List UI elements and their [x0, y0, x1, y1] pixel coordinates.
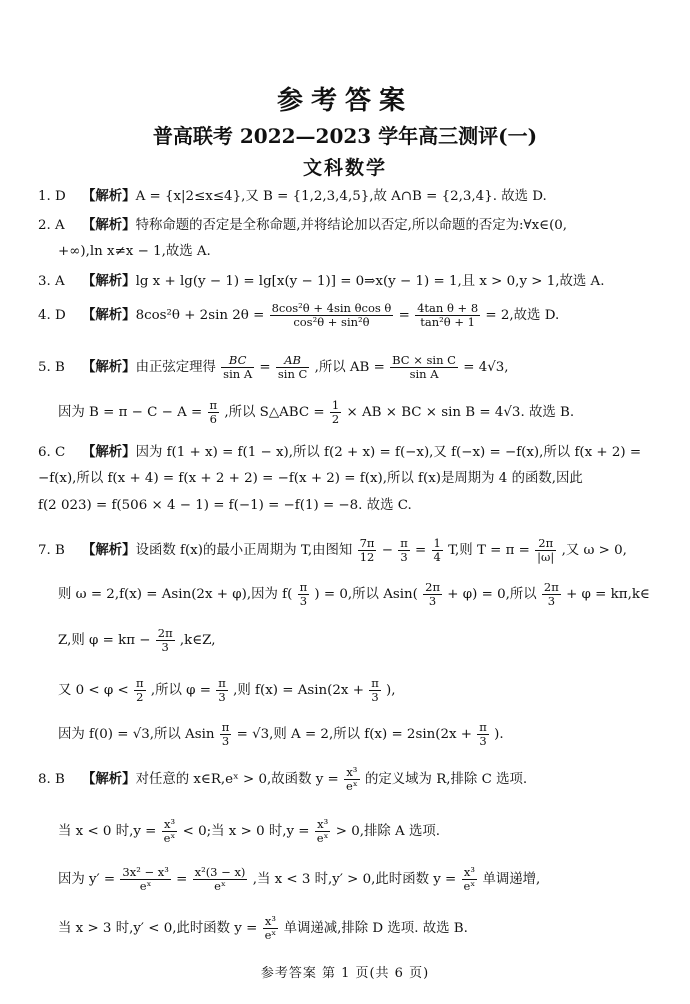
answer-7-cont: 又 0 < φ < $\frac{\pi}{2}$ ,所以 φ = $\frac{\pi}{3}$ ,则 f(x) = Asin(2x + $\frac{\pi}{3}$ ),	[58, 676, 396, 704]
answer-7-cont: 因为 f(0) = √3,所以 Asin $\frac{\pi}{3}$ = √3,则 A = 2,所以 f(x) = 2sin(2x + $\frac{\pi}{3}$ ).	[58, 720, 504, 748]
answer-8-cont: 当 x < 0 时,y = $\frac{\text{x³}}{\text{eˣ}}$ < 0;当 x > 0 时,y = $\frac{\text{x³}}{\text{eˣ}}$ > 0,排除 A 选项.	[58, 817, 441, 845]
fraction: $\frac{1}{4}$	[433, 536, 441, 564]
fraction: $\frac{\text{x³}}{\text{eˣ}}$	[264, 914, 277, 942]
subject-title: 文科数学	[302, 157, 387, 179]
answer-6-cont: −f(x),所以 f(x + 4) = f(x + 2 + 2) = −f(x + 2) = f(x),所以 f(x)是周期为 4 的函数,因此	[38, 471, 583, 486]
fraction: $\frac{\text{x³}}{\text{eˣ}}$	[463, 865, 476, 893]
fraction: $\frac{\pi}{3}$	[371, 676, 379, 704]
answer-4: 4. D 【解析】8cos²θ + 2sin 2θ = $\frac{\text{8cos²θ + 4sin θcos θ}}{\text{cos²θ + sin²θ}}$ = $\frac{\text{4tan θ + 8}}{\text{tan²θ + 1}}$ = 2,故选 D.	[38, 301, 560, 329]
page-footer: 参考答案 第 1 页(共 6 页)	[260, 966, 430, 981]
page-title: 参考答案	[276, 86, 413, 116]
answer-7-cont: 则 ω = 2,f(x) = Asin(2x + φ),因为 f( $\frac{\pi}{3}$ ) = 0,所以 Asin( $\frac{2\pi}{3}$ + φ) = 0,所以 $\frac{2\pi}{3}$ + φ = kπ,k∈	[58, 580, 650, 608]
fraction: $\frac{\pi}{2}$	[136, 676, 144, 704]
exam-subtitle: 普高联考 2022—2023 学年高三测评(一)	[152, 124, 538, 148]
fraction: $\frac{7\pi}{12}$	[359, 536, 375, 564]
answer-7-cont: Z,则 φ = kπ − $\frac{2\pi}{3}$ ,k∈Z,	[58, 626, 216, 654]
fraction: $\frac{\text{x³}}{\text{eˣ}}$	[163, 817, 176, 845]
answer-8-cont: 当 x > 3 时,y′ < 0,此时函数 y = $\frac{\text{x³}}{\text{eˣ}}$ 单调递减,排除 D 选项. 故选 B.	[58, 914, 468, 942]
answer-2: 2. A 【解析】特称命题的否定是全称命题,并将结论加以否定,所以命题的否定为:∀x∈(0,	[38, 217, 568, 233]
answer-7: 7. B 【解析】设函数 f(x)的最小正周期为 T,由图知 $\frac{7\pi}{12}$ − $\frac{\pi}{3}$ = $\frac{1}{4}$ T,则 T = π = $\frac{2\pi}{|\omega|}$ ,又 ω > 0,	[38, 536, 627, 564]
fraction: $\frac{\text{3x² − x³}}{\text{eˣ}}$	[122, 865, 169, 893]
fraction: $\frac{\text{4tan θ + 8}}{\text{tan²θ + 1}}$	[417, 301, 479, 329]
fraction: $\frac{\pi}{3}$	[221, 720, 230, 748]
fraction: $\frac{AB}{\text{sin C}}$	[277, 353, 308, 381]
fraction: $\frac{2\pi}{3}$	[157, 626, 173, 654]
answer-2-cont: +∞),ln x≠x − 1,故选 A.	[58, 244, 211, 259]
fraction: $\frac{\text{BC × sin C}}{\text{sin A}}$	[392, 353, 456, 381]
fraction: $\frac{\pi}{3}$	[479, 720, 487, 748]
answer-8-cont: 因为 y′ = $\frac{\text{3x² − x³}}{\text{eˣ}}$ = $\frac{\text{x²(3 − x)}}{\text{eˣ}}$ ,当 x < 3 时,y′ > 0,此时函数 y = $\frac{\text{x³}}{\text{eˣ}}$ 单调递增,	[58, 865, 541, 893]
fraction: $\frac{2\pi}{3}$	[543, 580, 559, 608]
answer-8: 8. B 【解析】对任意的 x∈R,eˣ > 0,故函数 y = $\frac{\text{x³}}{\text{eˣ}}$ 的定义域为 R,排除 C 选项.	[38, 765, 528, 793]
fraction: $\frac{\pi}{3}$	[299, 580, 308, 608]
fraction: $\frac{BC}{\text{sin A}}$	[223, 353, 253, 381]
fraction: $\frac{1}{2}$	[331, 398, 340, 426]
fraction: $\frac{\pi}{3}$	[400, 536, 408, 564]
answer-6-cont: f(2 023) = f(506 × 4 − 1) = f(−1) = −f(1) = −8. 故选 C.	[38, 498, 412, 513]
fraction: $\frac{2\pi}{3}$	[425, 580, 441, 608]
answer-5-cont: 因为 B = π − C − A = $\frac{\pi}{6}$ ,所以 S△ABC = $\frac{1}{2}$ × AB × BC × sin B = 4√3. 故选 B.	[58, 398, 575, 426]
answer-6: 6. C 【解析】因为 f(1 + x) = f(1 − x),所以 f(2 + x) = f(−x),又 f(−x) = −f(x),所以 f(x + 2) =	[38, 444, 642, 460]
fraction: $\frac{\pi}{3}$	[218, 676, 226, 704]
answer-3: 3. A 【解析】lg x + lg(y − 1) = lg[x(y − 1)] = 0⇒x(y − 1) = 1,且 x > 0,y > 1,故选 A.	[38, 273, 605, 289]
fraction: $\frac{\text{x²(3 − x)}}{\text{eˣ}}$	[194, 865, 246, 893]
fraction: $\frac{\pi}{6}$	[209, 398, 218, 426]
fraction: $\frac{\text{8cos²θ + 4sin θcos θ}}{\text{cos²θ + sin²θ}}$	[271, 301, 392, 329]
fraction: $\frac{2\pi}{|\omega|}$	[537, 536, 555, 564]
fraction: $\frac{\text{x³}}{\text{eˣ}}$	[346, 765, 358, 793]
answer-5: 5. B 【解析】由正弦定理得 $\frac{BC}{\text{sin A}}$ = $\frac{AB}{\text{sin C}}$ ,所以 AB = $\frac{\text{BC × sin C}}{\text{sin A}}$ = 4√3,	[38, 353, 509, 381]
fraction: $\frac{\text{x³}}{\text{eˣ}}$	[316, 817, 329, 845]
answer-1: 1. D 【解析】A = {x|2≤x≤4},又 B = {1,2,3,4,5},故 A∩B = {2,3,4}. 故选 D.	[38, 188, 547, 204]
